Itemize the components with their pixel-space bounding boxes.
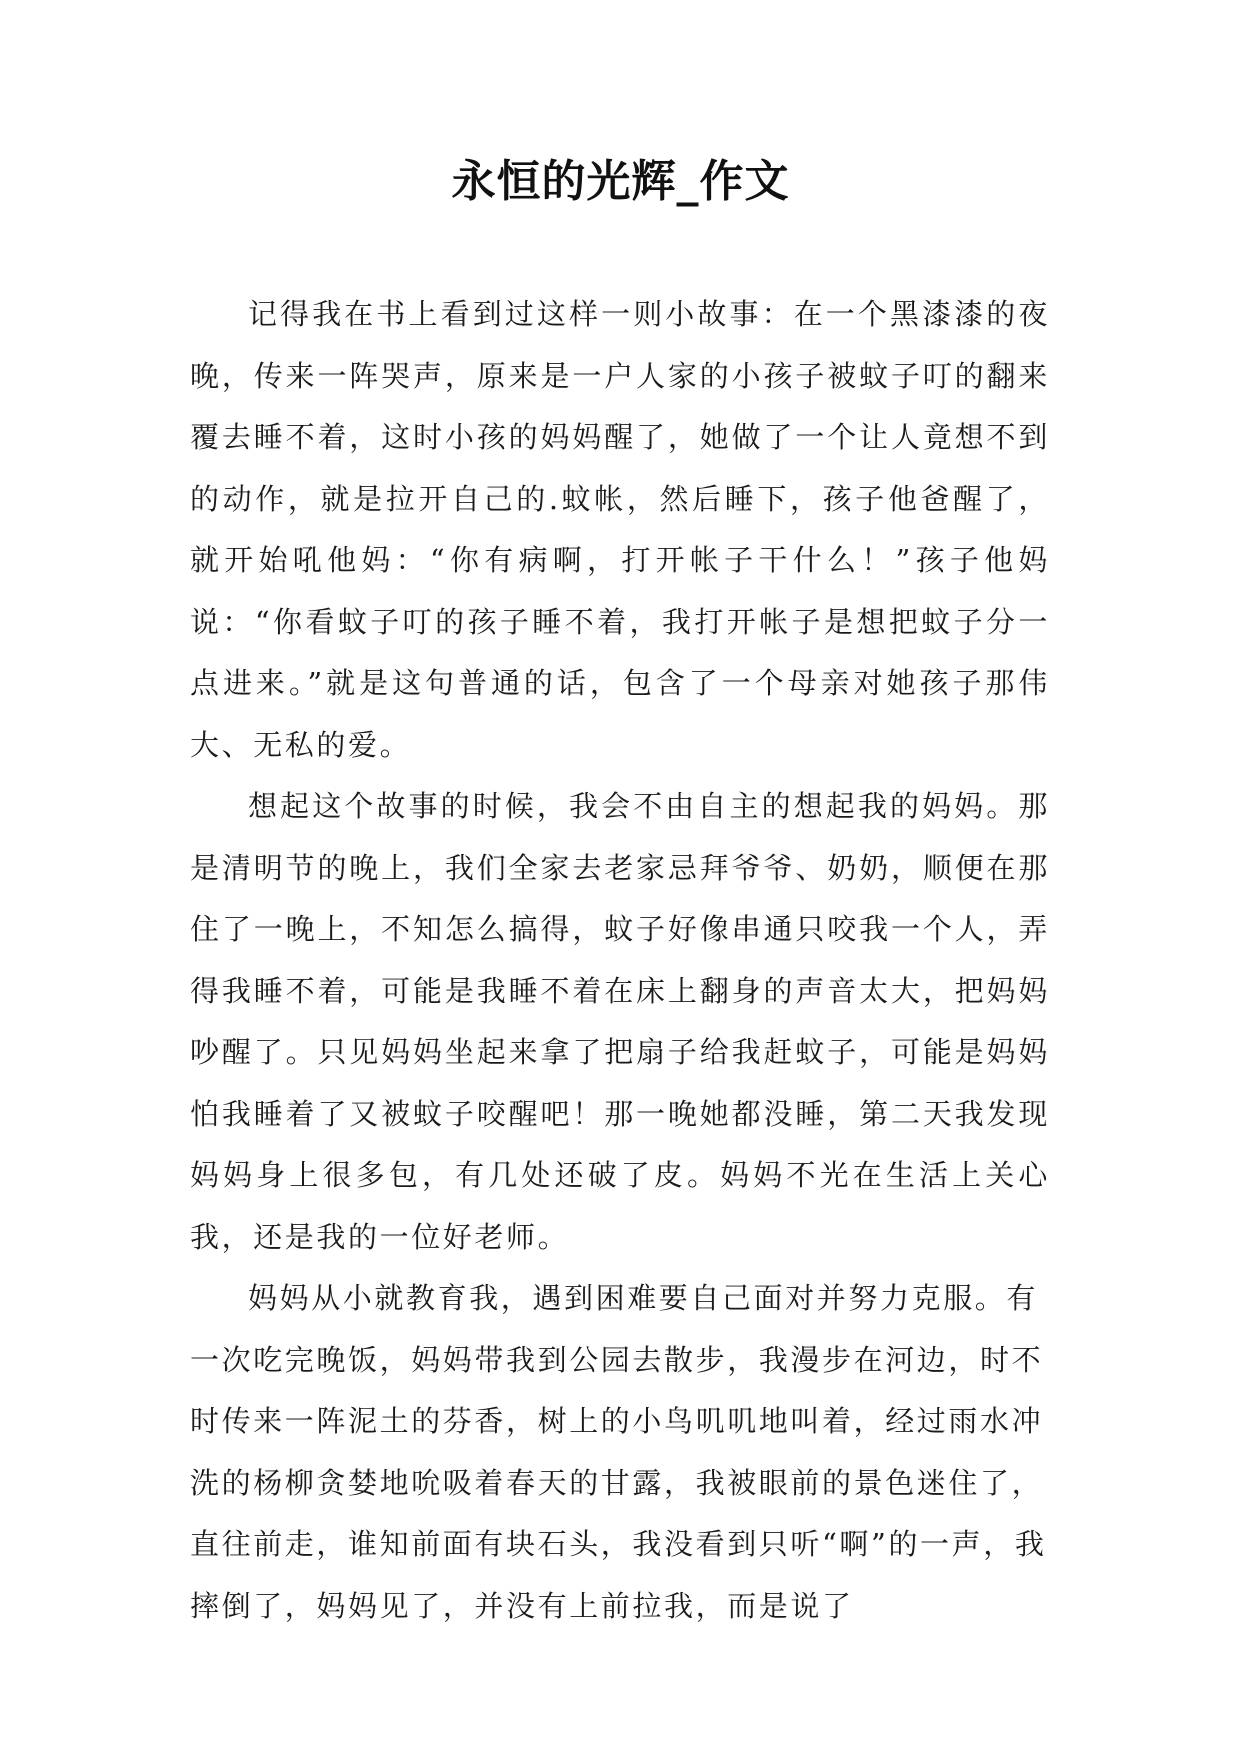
document-title: 永恒的光辉_作文 [451,156,790,207]
paragraph: 想起这个故事的时候，我会不由自主的想起我的妈妈。那是清明节的晚上，我们全家去老家忌拜爷爷、奶奶，顺便在那住了一晚上，不知怎么搞得，蚊子好像串通只咬我一个人，弄得我睡不着，可能是我睡不着在床上翻身的声音太大，把妈妈吵醒了。只见妈妈坐起来拿了把扇子给我赶蚊子，可能是妈妈怕我睡着了又被蚊子咬醒吧！那一晚她都没睡，第二天我发现妈妈身上很多包，有几处还破了皮。妈妈不光在生活上关心我，还是我的一位好老师。 [190,789,1050,1254]
paragraph: 记得我在书上看到过这样一则小故事：在一个黑漆漆的夜晚，传来一阵哭声，原来是一户人家的小孩子被蚊子叮的翻来覆去睡不着，这时小孩的妈妈醒了，她做了一个让人竟想不到的动作，就是拉开自己的.蚊帐，然后睡下，孩子他爸醒了，就开始吼他妈：“你有病啊，打开帐子干什么！”孩子他妈说：“你看蚊子叮的孩子睡不着，我打开帐子是想把蚊子分一点进来。”就是这句普通的话，包含了一个母亲对她孩子那伟大、无私的爱。 [190,297,1050,762]
document-body [190,284,1050,1637]
paragraph: 妈妈从小就教育我，遇到困难要自己面对并努力克服。有一次吃完晚饭，妈妈带我到公园去散步，我漫步在河边，时不时传来一阵泥土的芬香，树上的小鸟叽叽地叫着，经过雨水冲洗的杨柳贪婪地吮吸着春天的甘露，我被眼前的景色迷住了，直往前走，谁知前面有块石头，我没看到只听“啊”的一声，我摔倒了，妈妈见了，并没有上前拉我，而是说了 [190,1281,1047,1623]
